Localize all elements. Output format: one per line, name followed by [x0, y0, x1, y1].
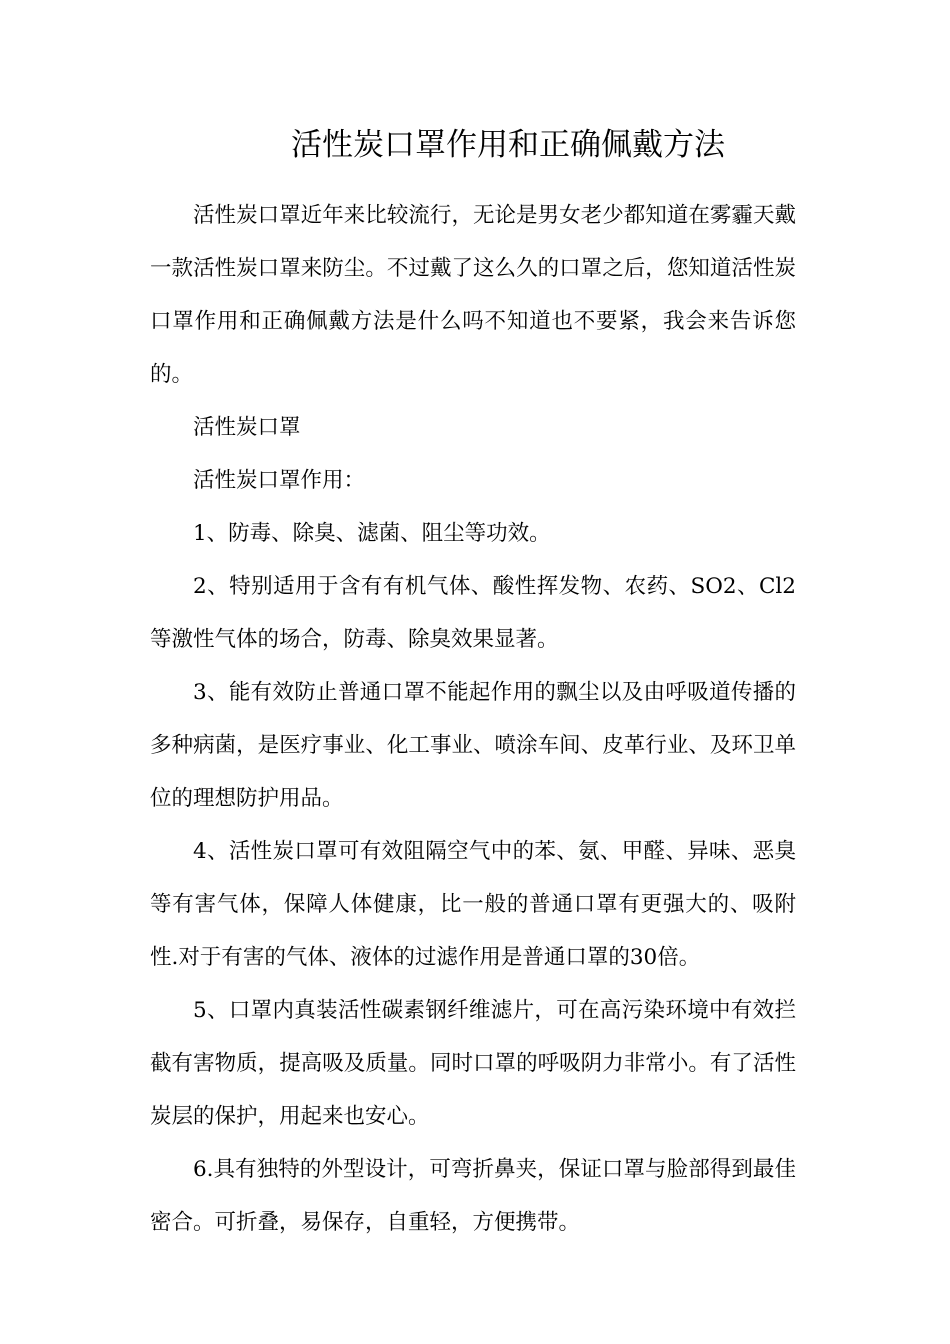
- paragraph-item-4: 4、活性炭口罩可有效阻隔空气中的苯、氨、甲醛、异味、恶臭等有害气体，保障人体健康，比一般的普通口罩有更强大的、吸附性.对于有害的气体、液体的过滤作用是普通口罩的30倍。: [150, 839, 796, 970]
- paragraph-intro: 活性炭口罩近年来比较流行，无论是男女老少都知道在雾霾天戴一款活性炭口罩来防尘。不过戴了这么久的口罩之后，您知道活性炭口罩作用和正确佩戴方法是什么吗不知道也不要紧，我会来告诉您的。: [150, 203, 796, 387]
- paragraph-item-6: 6.具有独特的外型设计，可弯折鼻夹，保证口罩与脸部得到最佳密合。可折叠，易保存，自重轻，方便携带。: [150, 1157, 796, 1235]
- paragraph-heading-function: 活性炭口罩作用：: [193, 468, 366, 493]
- document-body: [150, 189, 796, 1249]
- paragraph-item-2: 2、特别适用于含有有机气体、酸性挥发物、农药、SO2、Cl2等激性气体的场合，防毒、除臭效果显著。: [150, 574, 796, 652]
- paragraph-heading-mask: 活性炭口罩: [193, 415, 301, 440]
- paragraph-item-1: 1、防毒、除臭、滤菌、阻尘等功效。: [193, 521, 551, 546]
- paragraph-item-5: 5、口罩内真装活性碳素钢纤维滤片，可在高污染环境中有效拦截有害物质，提高吸及质量。同时口罩的呼吸阴力非常小。有了活性炭层的保护，用起来也安心。: [150, 998, 796, 1129]
- document-title: 活性炭口罩作用和正确佩戴方法: [291, 127, 725, 163]
- paragraph-item-3: 3、能有效防止普通口罩不能起作用的飘尘以及由呼吸道传播的多种病菌，是医疗事业、化工事业、喷涂车间、皮革行业、及环卫单位的理想防护用品。: [150, 680, 796, 811]
